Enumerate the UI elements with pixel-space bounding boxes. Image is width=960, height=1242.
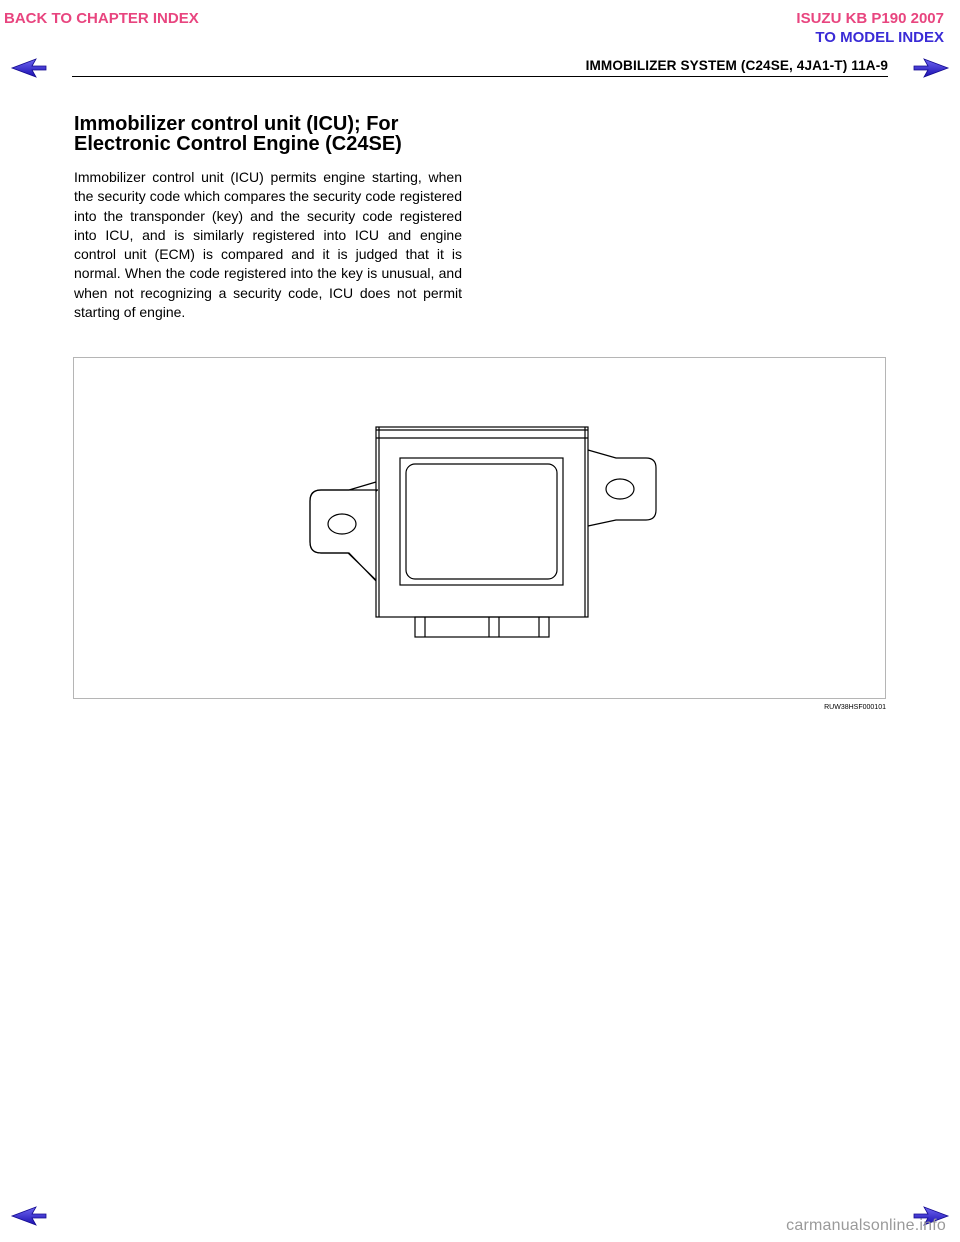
arrow-left-icon[interactable]	[10, 1205, 48, 1227]
arrow-right-icon[interactable]	[912, 57, 950, 79]
model-title-link[interactable]: ISUZU KB P190 2007	[796, 10, 944, 27]
section-title	[74, 114, 494, 154]
icu-unit-illustration	[74, 358, 885, 698]
section-title-line1: Immobilizer control unit (ICU); For	[74, 113, 399, 135]
arrow-left-icon[interactable]	[10, 57, 48, 79]
to-model-index-link[interactable]: TO MODEL INDEX	[815, 29, 944, 46]
page-header-title: IMMOBILIZER SYSTEM (C24SE, 4JA1-T) 11A-9	[585, 58, 888, 73]
figure-frame	[73, 357, 886, 699]
footer-watermark: carmanualsonline.info	[786, 1217, 946, 1234]
back-to-chapter-index-link[interactable]: BACK TO CHAPTER INDEX	[4, 10, 199, 27]
header-rule	[72, 76, 888, 77]
figure-reference-id: RUW38HSF000101	[824, 704, 886, 711]
section-body-text: Immobilizer control unit (ICU) permits engine starting, when the security code which compares the security code registered into the transponder (key) and the security code registered into ICU, and is similarly registered into ICU and engine control unit (ECM) is compared and it is judged that it is normal. When the code registered into the key is unusual, and when not recognizing a security code, ICU does not permit starting of engine.	[74, 169, 462, 321]
section-title-line2: Electronic Control Engine (C24SE)	[74, 133, 402, 155]
